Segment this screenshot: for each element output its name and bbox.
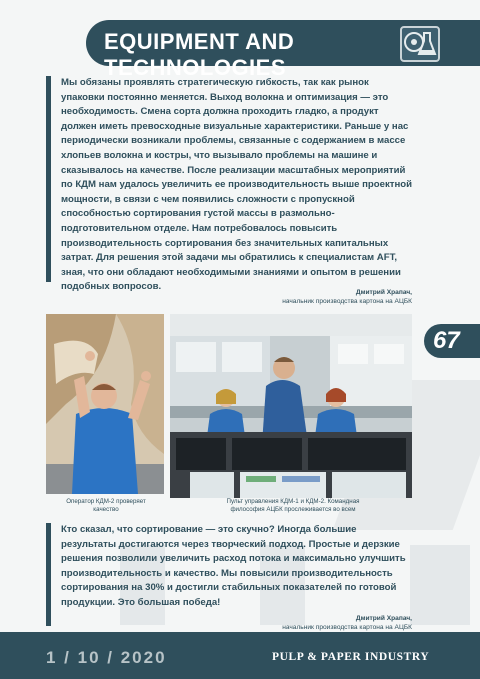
author-name: Дмитрий Храпач, — [355, 615, 412, 622]
quote-text: Кто сказал, что сортирование — это скучно? Иногда большие результаты достигаются через творческий подход. Простые и дерзкие решения позволили увеличить расход потока и максимально улучшить производительность и качество. Мы повысили производительность сортирования на 30% и достигли стабильных показателей по готовой продукции. Это большая победа! — [61, 524, 406, 608]
page-number-tab — [424, 324, 480, 358]
quote-signature — [282, 288, 412, 306]
issue-number: 1 / 10 / 2020 — [46, 648, 167, 667]
watermark-shape — [410, 545, 470, 625]
author-role: начальник производства картона на АЦБК — [282, 624, 412, 631]
photo-caption-right: Пульт управления КДМ-1 и КДМ-2. Командная философия АЦБК прослеживается во всем — [226, 498, 360, 513]
photo-control-room — [170, 314, 412, 498]
section-title: EQUIPMENT AND TECHNOLOGIES — [104, 29, 295, 80]
quote-text: Мы обязаны проявлять стратегическую гибкость, так как рынок упаковки постоянно меняется. Выход волокна и оптимизация — это необходимость. Смена сорта должна проходить гладко, а продукт должен иметь превосходные визуальные характеристики. Раньше у нас периодически возникали проблемы, связанные с содержанием в массе хлопьев волокна и костры, что вызывало проблемы на машине и сказывалось на качестве. После реализации масштабных мероприятий по КДМ нам удалось увеличить ее производительность выше проектной мощности, в связи с чем появились сложности с пропускной способностью сортирования густой массы в размольно-подготовительном отделе. Нам потребовалось повысить производительность сортирования без значительных капитальных затрат. Для решения этой задачи мы обратились к специалистам AFT, зная, что они обладают необходимыми знаниями и опытом в решении подобных вопросов. — [61, 77, 413, 293]
author-role: начальник производства картона на АЦБК — [282, 298, 412, 305]
author-name: Дмитрий Храпач, — [355, 289, 412, 296]
photo-operator — [46, 314, 164, 494]
quote-signature — [282, 614, 412, 632]
quote-block-2 — [46, 523, 414, 626]
lab-flask-icon — [400, 26, 440, 62]
magazine-title: PULP & PAPER INDUSTRY — [272, 651, 430, 663]
photo-caption-left: Оператор КДМ-2 проверяет качество — [66, 498, 146, 513]
page-number: 67 — [433, 327, 460, 354]
